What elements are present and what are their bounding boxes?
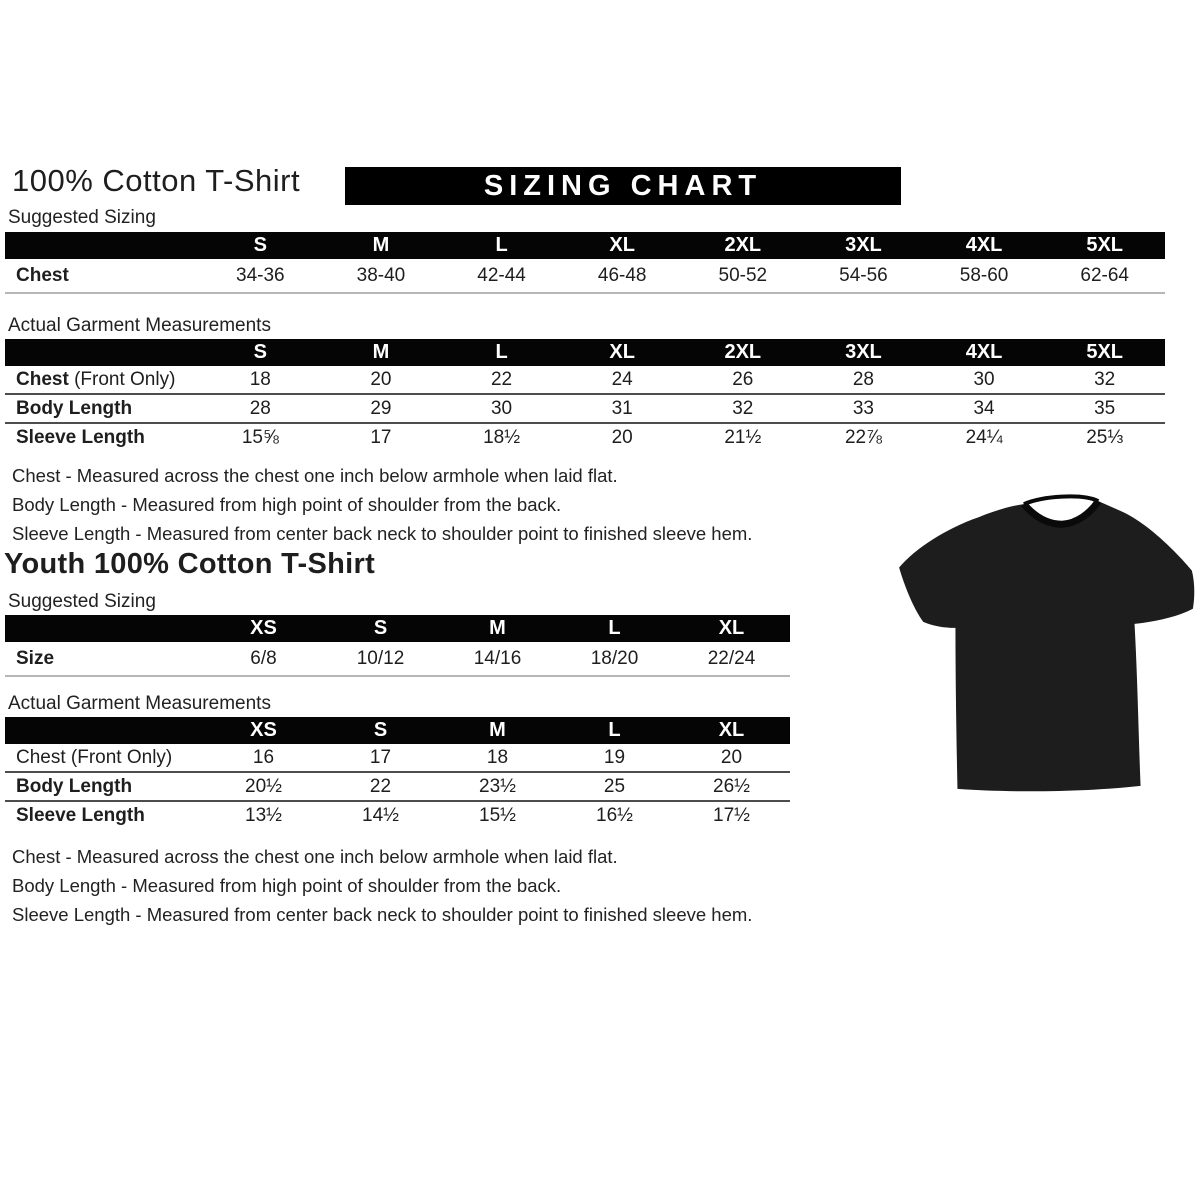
size-column-header: M [489, 719, 506, 741]
size-column-header: 3XL [845, 341, 882, 363]
measurement-cell: 33 [852, 397, 874, 419]
measurement-cell: 10/12 [356, 647, 405, 669]
measurement-cell: 20 [370, 368, 392, 390]
header-label-cell [5, 615, 205, 642]
measurement-cell: 29 [370, 397, 392, 419]
size-column-header: XL [609, 234, 635, 256]
measurement-cell: 15½ [479, 804, 516, 826]
note-line: Chest - Measured across the chest one inch below armhole when laid flat. [12, 846, 618, 867]
measurement-cell: 32 [1094, 368, 1116, 390]
measurement-cell: 20 [611, 426, 633, 448]
note-line: Chest - Measured across the chest one inch below armhole when laid flat. [12, 465, 618, 486]
table-row [5, 800, 790, 829]
measurement-cell: 28 [249, 397, 271, 419]
measurement-cell: 19 [603, 746, 626, 768]
size-column-header: L [495, 234, 508, 256]
measurement-cell: 15⅝ [241, 426, 279, 448]
measurement-cell: 20 [720, 746, 743, 768]
row-label-main: Chest (Front Only) [16, 746, 173, 768]
size-column-header: S [253, 234, 267, 256]
size-column-header: M [372, 234, 390, 256]
size-column-header: 5XL [1086, 234, 1124, 256]
measurement-cell: 20½ [245, 775, 282, 797]
note-line: Sleeve Length - Measured from center back neck to shoulder point to finished sleeve hem. [12, 904, 753, 925]
row-label [5, 642, 205, 675]
table-row [5, 744, 790, 771]
table-row [5, 642, 790, 677]
row-label-main: Chest [16, 368, 69, 390]
measurement-cell: 46-48 [597, 264, 647, 286]
measurement-cell: 62-64 [1080, 264, 1129, 286]
table-row [5, 393, 1165, 422]
size-column-header: S [373, 719, 388, 741]
row-label [5, 366, 200, 393]
measurement-cell: 17 [370, 426, 392, 448]
youth-measurement-notes [12, 842, 752, 929]
measurement-cell: 28 [852, 368, 874, 390]
size-column-header: 2XL [724, 341, 762, 363]
measurement-cell: 25 [603, 775, 626, 797]
measurement-cell: 23½ [479, 775, 516, 797]
size-column-header: XS [250, 617, 277, 639]
measurement-cell: 58-60 [959, 264, 1009, 286]
header-label-cell [5, 232, 200, 259]
measurement-cell: 18 [249, 368, 271, 390]
size-column-header: XL [718, 617, 745, 639]
black-tshirt-image [893, 477, 1199, 809]
measurement-cell: 22/24 [707, 647, 756, 669]
page-title: 100% Cotton T-Shirt [12, 163, 301, 198]
row-label-suffix: (Front Only) [68, 368, 176, 390]
size-column-header: S [253, 341, 267, 363]
row-label-main: Size [16, 647, 55, 669]
measurement-cell: 24¼ [965, 426, 1003, 448]
measurement-cell: 30 [490, 397, 513, 419]
size-column-header: 2XL [724, 234, 762, 256]
sizing-chart-banner [345, 167, 901, 205]
measurement-cell: 34 [973, 397, 995, 419]
note-line: Body Length - Measured from high point of shoulder from the back. [12, 494, 562, 515]
measurement-cell: 14½ [362, 804, 399, 826]
size-column-header: L [495, 341, 508, 363]
measurement-cell: 50-52 [718, 264, 768, 286]
measurement-cell: 18½ [483, 426, 521, 448]
table-row [5, 422, 1165, 451]
size-column-header: XL [718, 719, 745, 741]
row-label-main: Sleeve Length [16, 426, 145, 448]
tshirt-body-shape [899, 501, 1194, 791]
measurement-cell: 17 [369, 746, 392, 768]
measurement-cell: 32 [732, 397, 754, 419]
size-column-header: XS [250, 719, 277, 741]
size-column-header: 4XL [965, 234, 1003, 256]
size-table-header-row [5, 339, 1165, 366]
measurement-cell: 16 [252, 746, 275, 768]
measurement-cell: 30 [973, 368, 995, 390]
size-column-header: XL [609, 341, 635, 363]
row-label-main: Sleeve Length [16, 804, 145, 826]
note-line: Body Length - Measured from high point of shoulder from the back. [12, 875, 562, 896]
youth-section-title: Youth 100% Cotton T-Shirt [4, 548, 376, 580]
row-label [5, 744, 205, 771]
measurement-cell: 22 [490, 368, 513, 390]
table-row [5, 366, 1165, 393]
measurement-cell: 22 [369, 775, 392, 797]
size-column-header: S [373, 617, 388, 639]
measurement-cell: 26 [732, 368, 754, 390]
size-column-header: M [489, 617, 506, 639]
size-column-header: 3XL [845, 234, 882, 256]
measurement-cell: 38-40 [356, 264, 406, 286]
youth-suggested-sizing-table [5, 615, 790, 677]
banner-text: SIZING CHART [483, 169, 763, 202]
measurement-cell: 42-44 [477, 264, 526, 286]
measurement-cell: 34-36 [236, 264, 285, 286]
youth-actual-measurements-label: Actual Garment Measurements [8, 693, 271, 714]
size-table-header-row [5, 232, 1165, 259]
size-column-header: M [372, 341, 390, 363]
adult-measurement-notes [12, 461, 752, 548]
size-column-header: L [608, 617, 621, 639]
row-label [5, 424, 200, 451]
measurement-cell: 24 [611, 368, 633, 390]
note-line: Sleeve Length - Measured from center back neck to shoulder point to finished sleeve hem. [12, 523, 753, 544]
size-table-header-row [5, 717, 790, 744]
tshirt-collar-top [1024, 496, 1098, 504]
size-column-header: L [608, 719, 621, 741]
size-column-header: 5XL [1086, 341, 1124, 363]
header-label-cell [5, 717, 205, 744]
measurement-cell: 17½ [713, 804, 750, 826]
row-label [5, 773, 205, 800]
table-row [5, 259, 1165, 294]
header-label-cell [5, 339, 200, 366]
measurement-cell: 21½ [724, 426, 762, 448]
measurement-cell: 54-56 [839, 264, 888, 286]
adult-actual-measurements-label: Actual Garment Measurements [8, 315, 271, 336]
measurement-cell: 18/20 [590, 647, 639, 669]
row-label-main: Body Length [16, 397, 133, 419]
adult-suggested-sizing-table [5, 232, 1165, 294]
measurement-cell: 31 [611, 397, 633, 419]
measurement-cell: 26½ [713, 775, 750, 797]
measurement-cell: 6/8 [250, 647, 277, 669]
adult-actual-measurements-table [5, 339, 1165, 451]
measurement-cell: 14/16 [473, 647, 522, 669]
measurement-cell: 16½ [596, 804, 633, 826]
size-table-header-row [5, 615, 790, 642]
row-label [5, 395, 200, 422]
measurement-cell: 22⅞ [844, 426, 882, 448]
row-label-main: Chest [16, 264, 69, 286]
youth-actual-measurements-table [5, 717, 790, 829]
measurement-cell: 25⅓ [1086, 426, 1124, 448]
row-label [5, 259, 200, 292]
measurement-cell: 13½ [245, 804, 282, 826]
measurement-cell: 18 [486, 746, 509, 768]
row-label-main: Body Length [16, 775, 133, 797]
row-label [5, 802, 205, 829]
adult-suggested-sizing-label: Suggested Sizing [8, 207, 156, 228]
measurement-cell: 35 [1094, 397, 1116, 419]
size-column-header: 4XL [965, 341, 1003, 363]
table-row [5, 771, 790, 800]
youth-suggested-sizing-label: Suggested Sizing [8, 591, 156, 612]
